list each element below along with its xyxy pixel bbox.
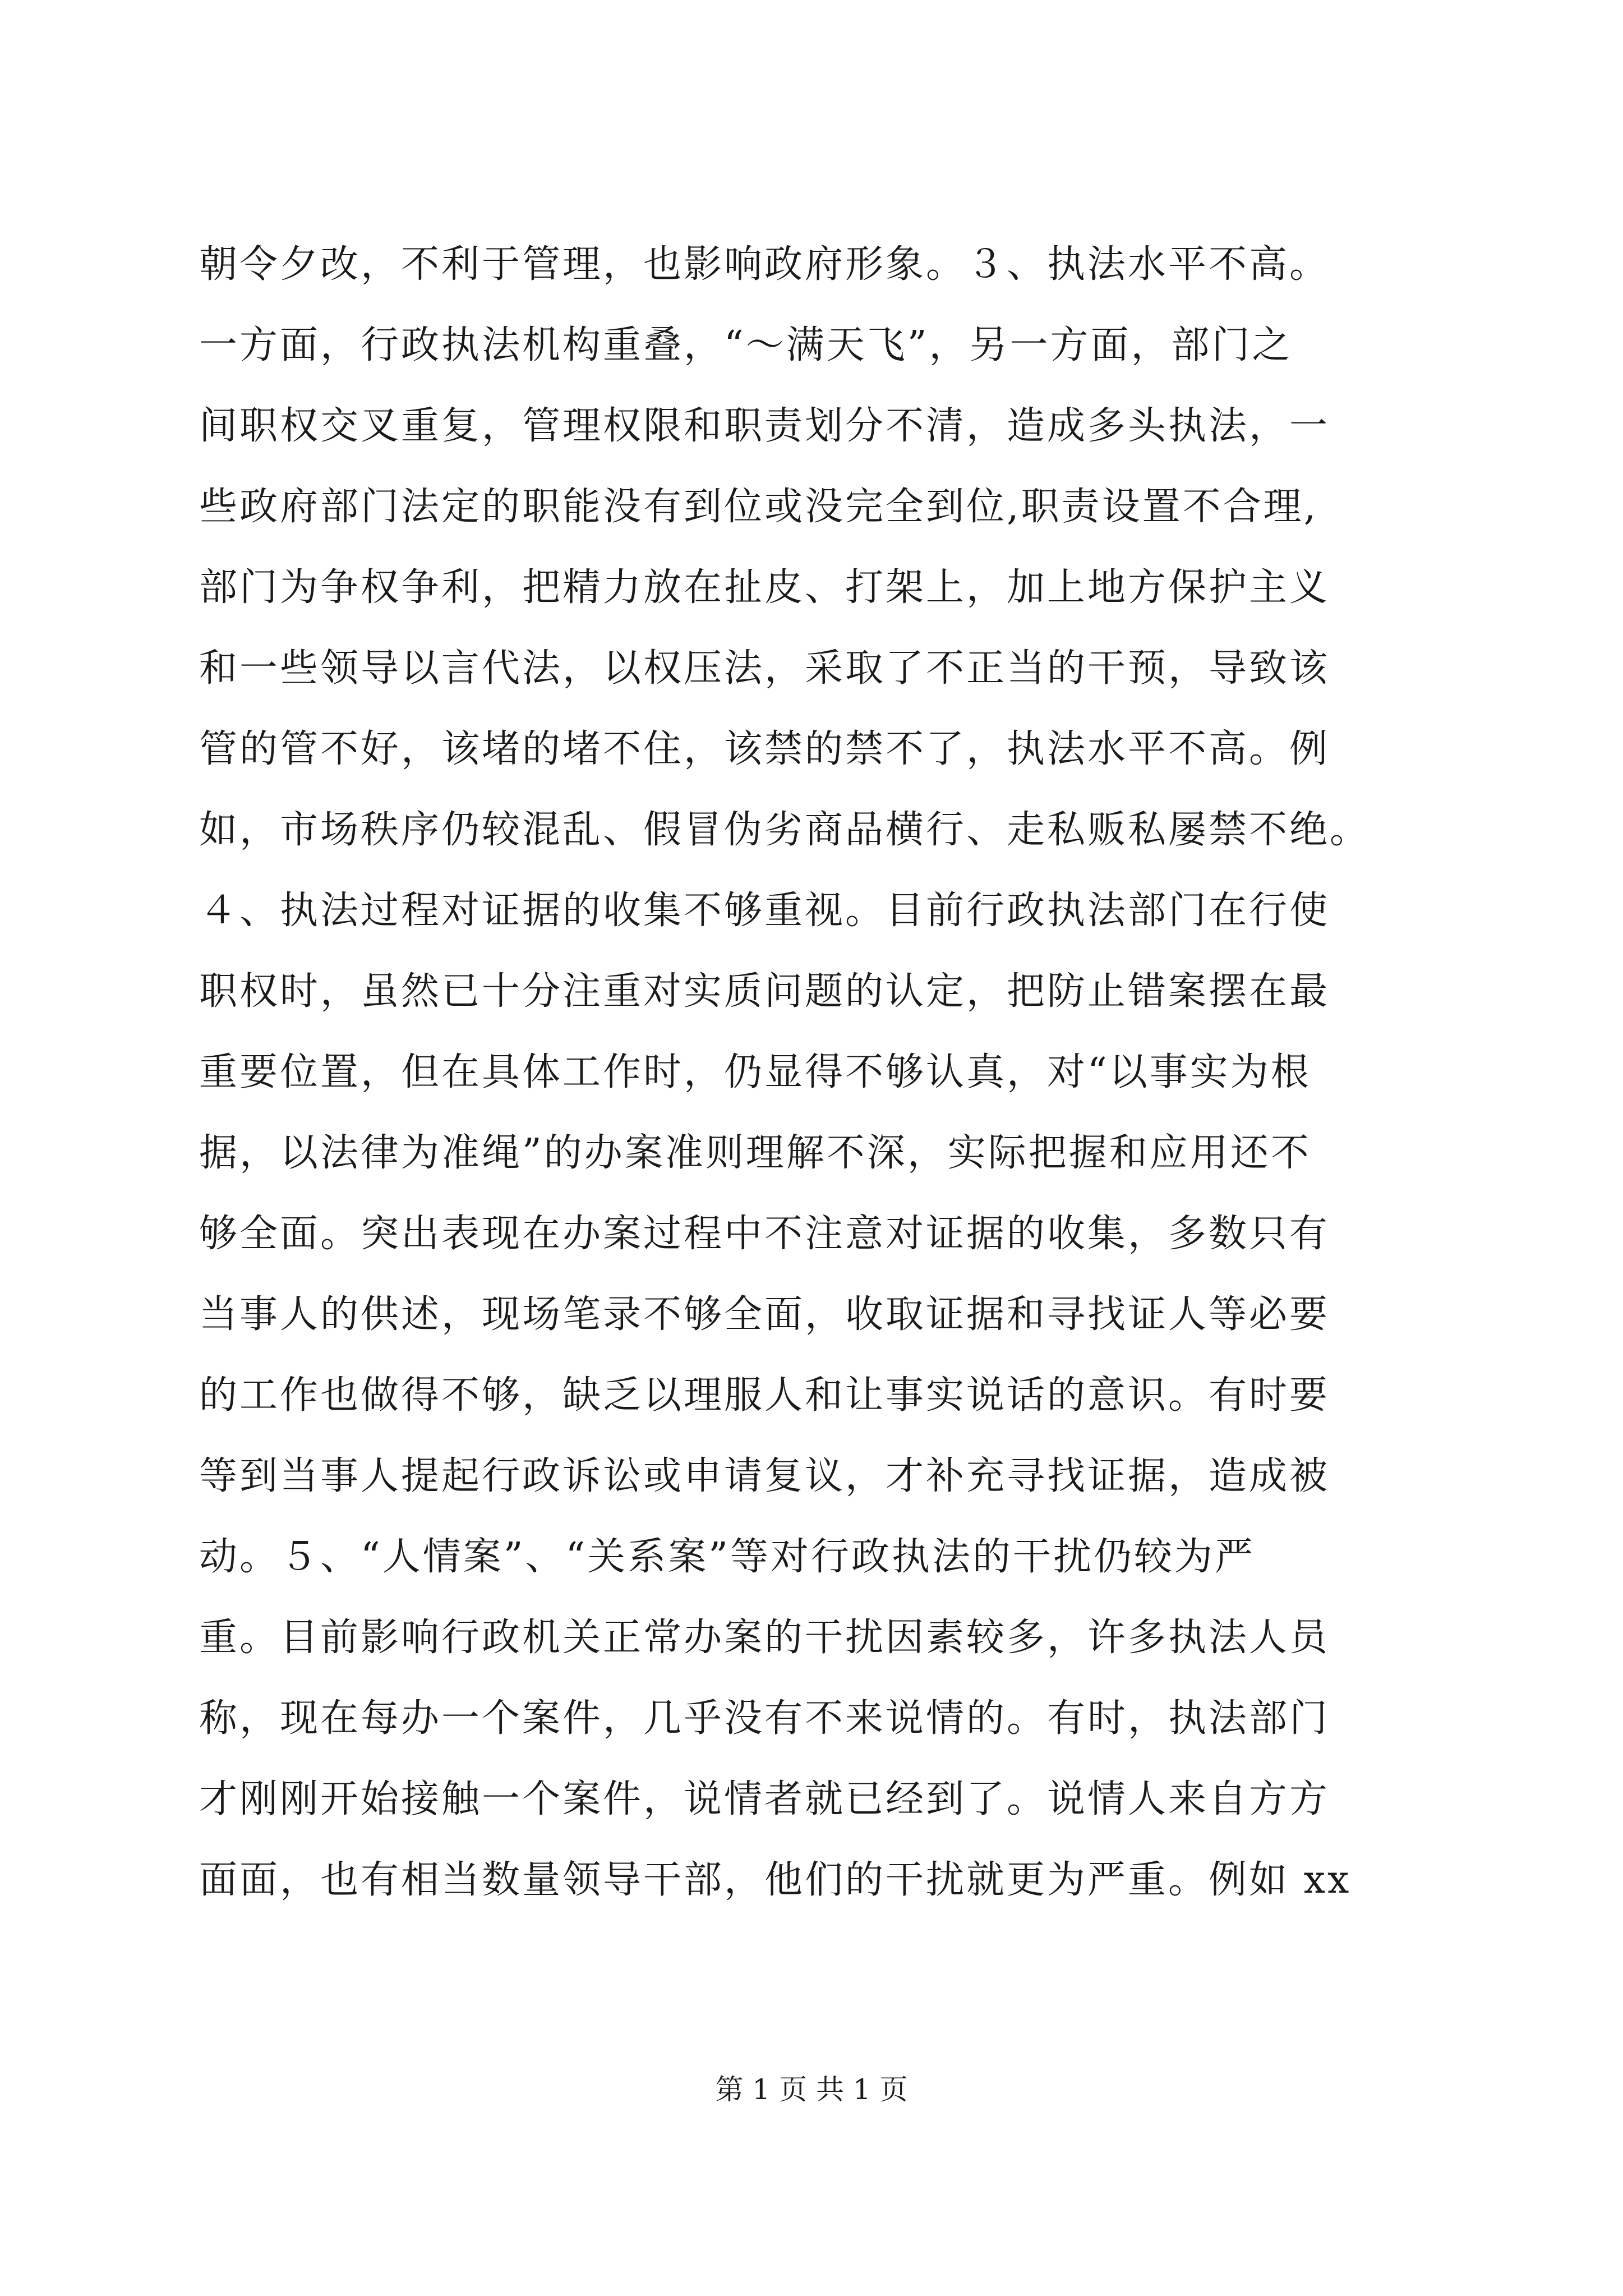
text-line: 等到当事人提起行政诉讼或申请复议，才补充寻找证据，造成被: [199, 1454, 1330, 1498]
page-footer: [0, 2070, 1623, 2109]
text-line: 够全面。突出表现在办案过程中不注意对证据的收集，多数只有: [199, 1212, 1330, 1256]
text-line: 重。目前影响行政机关正常办案的干扰因素较多，许多执法人员: [199, 1616, 1330, 1660]
text-line: 和一些领导以言代法，以权压法，采取了不正当的干预，导致该: [199, 646, 1330, 691]
text-line: 才刚刚开始接触一个案件，说情者就已经到了。说情人来自方方: [199, 1777, 1330, 1821]
text-line: 间职权交叉重复，管理权限和职责划分不清，造成多头执法，一: [199, 404, 1330, 448]
text-line: ４、执法过程对证据的收集不够重视。目前行政执法部门在行使: [199, 889, 1330, 933]
page-number-indicator: 第 1 页 共 1 页: [715, 2073, 908, 2106]
text-line: 如，市场秩序仍较混乱、假冒伪劣商品横行、走私贩私屡禁不绝。: [199, 808, 1371, 852]
text-line: 一方面，行政执法机构重叠，“～满天飞”，另一方面，部门之: [199, 323, 1293, 367]
text-line: 据，以法律为准绳”的办案准则理解不深，实际把握和应用还不: [199, 1131, 1311, 1175]
text-line: 动。５、“人情案”、“关系案”等对行政执法的干扰仍较为严: [199, 1535, 1256, 1579]
text-line: 部门为争权争利，把精力放在扯皮、打架上，加上地方保护主义: [199, 565, 1330, 610]
text-line: 当事人的供述，现场笔录不够全面，收取证据和寻找证人等必要: [199, 1292, 1330, 1337]
text-line: 职权时，虽然已十分注重对实质问题的认定，把防止错案摆在最: [199, 969, 1330, 1014]
text-line: 管的管不好，该堵的堵不住，该禁的禁不了，执法水平不高。例: [199, 727, 1330, 771]
text-line: 称，现在每办一个案件，几乎没有不来说情的。有时，执法部门: [199, 1696, 1330, 1741]
text-line: 些政府部门法定的职能没有到位或没完全到位,职责设置不合理,: [199, 485, 1318, 529]
body-text: [199, 224, 1427, 1921]
text-line: 重要位置，但在具体工作时，仍显得不够认真，对“以事实为根: [199, 1050, 1311, 1094]
text-line: 朝令夕改，不利于管理，也影响政府形象。３、执法水平不高。: [199, 242, 1330, 287]
text-line: 的工作也做得不够，缺乏以理服人和让事实说话的意识。有时要: [199, 1373, 1330, 1418]
text-line: 面面，也有相当数量领导干部，他们的干扰就更为严重。例如 xx: [199, 1858, 1352, 1902]
